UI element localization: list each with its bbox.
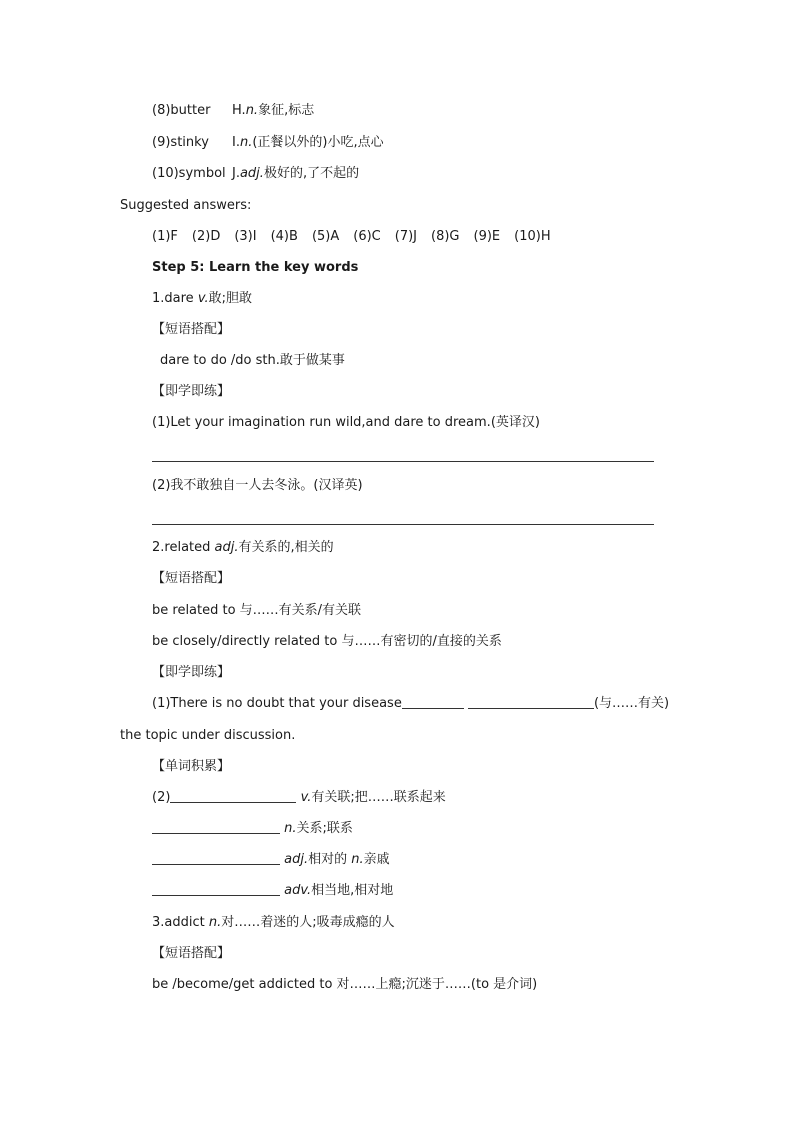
collocation-text: dare to do /do sth.敢于做某事 xyxy=(160,353,345,368)
question-2: (2)我不敢独自一人去冬泳。(汉译英) xyxy=(152,478,363,493)
question-1: (1)Let your imagination run wild,and dare to dream.(英译汉) xyxy=(152,415,540,430)
vocab-label: 【单词积累】 xyxy=(152,759,231,774)
fill-blank[interactable] xyxy=(402,695,464,709)
vocab-item: n.关系;联系 xyxy=(152,820,353,838)
vocab-item: adv.相当地,相对地 xyxy=(152,882,393,900)
question-1: (1)There is no doubt that your disease (与……有关) xyxy=(152,696,670,711)
step5-heading: Step 5: Learn the key words xyxy=(152,260,359,275)
answer-line[interactable] xyxy=(152,524,654,525)
word-dare-heading: 1.dare v.敢;胆敢 xyxy=(152,291,252,306)
answer-item: (2)D xyxy=(191,229,221,244)
question-1-continued: the topic under discussion. xyxy=(120,728,296,743)
answer-line[interactable] xyxy=(152,461,654,462)
vocab-item: adj.相对的 n.亲戚 xyxy=(152,851,390,869)
fill-blank[interactable] xyxy=(170,789,296,803)
answer-list xyxy=(152,228,565,246)
collocation-text: be related to 与……有关系/有关联 xyxy=(152,603,362,618)
word-related-heading: 2.related adj.有关系的,相关的 xyxy=(152,540,334,555)
answer-item: (10)H xyxy=(514,229,551,244)
collocation-label: 【短语搭配】 xyxy=(152,571,231,586)
answer-item: (5)A xyxy=(311,229,340,244)
answer-item: (7)J xyxy=(394,229,417,244)
fill-blank[interactable] xyxy=(152,820,280,834)
answer-item: (6)C xyxy=(353,229,381,244)
fill-blank[interactable] xyxy=(468,695,594,709)
suggested-answers-label: Suggested answers: xyxy=(120,198,252,213)
fill-blank[interactable] xyxy=(152,851,280,865)
answer-item: (8)G xyxy=(431,229,460,244)
answer-item: (9)E xyxy=(473,229,501,244)
collocation-label: 【短语搭配】 xyxy=(152,946,231,961)
matching-row-9: (9)stinky I.n.(正餐以外的)小吃,点心 xyxy=(152,135,384,150)
answer-item: (3)I xyxy=(234,229,257,244)
collocation-text: be /become/get addicted to 对……上瘾;沉迷于……(to 是介词) xyxy=(152,977,538,992)
vocab-item: (2) v.有关联;把……联系起来 xyxy=(152,790,446,805)
practice-label: 【即学即练】 xyxy=(152,384,231,399)
word-addict-heading: 3.addict n.对……着迷的人;吸毒成瘾的人 xyxy=(152,915,395,930)
answer-item: (4)B xyxy=(270,229,298,244)
answer-item: (1)F xyxy=(152,229,178,244)
practice-label: 【即学即练】 xyxy=(152,665,231,680)
matching-row-8: (8)butter H.n.象征,标志 xyxy=(152,103,315,118)
matching-row-10: (10)symbol J.adj.极好的,了不起的 xyxy=(152,166,360,181)
collocation-label: 【短语搭配】 xyxy=(152,322,231,337)
collocation-text: be closely/directly related to 与……有密切的/直接的关系 xyxy=(152,634,502,649)
fill-blank[interactable] xyxy=(152,882,280,896)
